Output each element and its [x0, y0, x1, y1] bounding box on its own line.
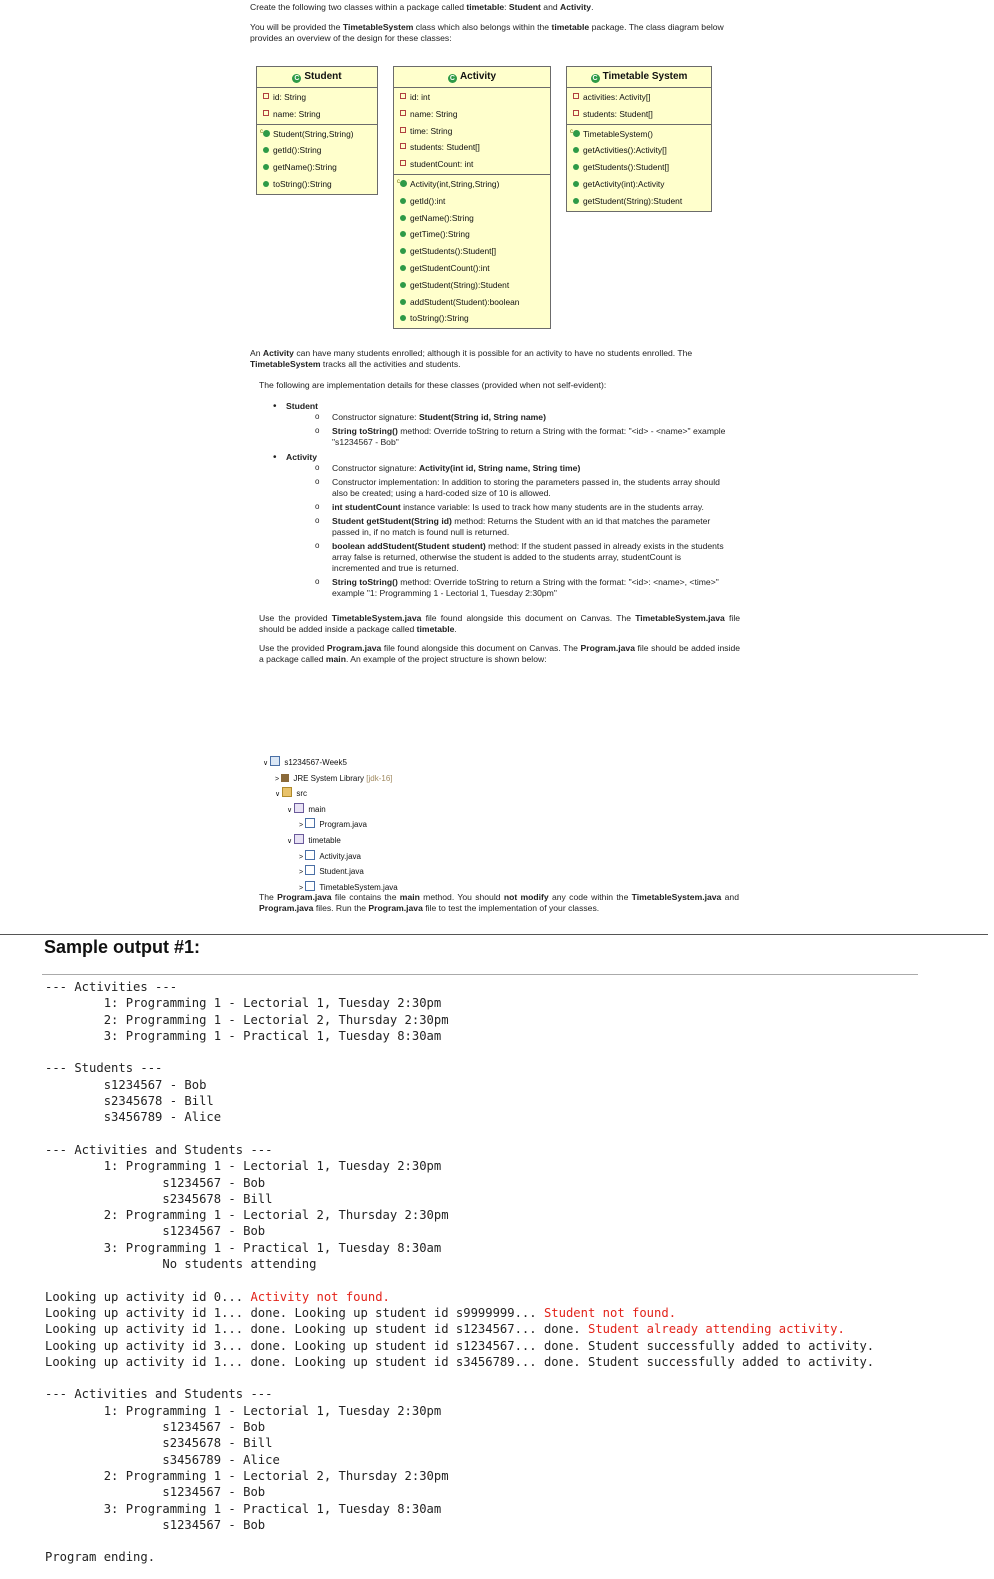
private-field-icon — [400, 93, 406, 99]
console-line: Program ending. — [45, 1550, 156, 1565]
class-icon: C — [592, 75, 598, 82]
console-blank-line — [45, 1126, 874, 1142]
text: Constructor signature: — [332, 412, 419, 422]
uml-field — [400, 139, 550, 156]
package-icon — [294, 803, 304, 813]
console-line — [45, 1289, 874, 1305]
text: The — [259, 892, 278, 902]
text: . An example of the project structure is shown below: — [345, 654, 547, 664]
console-output — [45, 979, 874, 1566]
uml-class-timetable-system — [566, 66, 712, 212]
class-icon: C — [449, 75, 455, 82]
text: Program.java — [580, 643, 635, 653]
text: TimetableSystem — [342, 22, 414, 32]
uml-field — [400, 106, 550, 123]
uml-field — [400, 156, 550, 173]
implementation-details — [250, 348, 740, 673]
text: TimetableSystem — [250, 359, 321, 369]
text: src — [296, 789, 308, 799]
student-details — [250, 401, 740, 412]
text: Activity(int,String,String) — [410, 178, 500, 189]
console-line: s2345678 - Bill — [45, 1094, 214, 1109]
console-line — [45, 1321, 874, 1337]
text: TimetableSystem() — [583, 128, 653, 139]
console-line: 3: Programming 1 - Practical 1, Tuesday 8:30am — [45, 1240, 442, 1255]
uml-fields — [257, 88, 377, 125]
public-method-icon — [263, 181, 269, 187]
tree-node-main-package[interactable]: ∨ main — [287, 804, 326, 814]
text: Student.java — [319, 867, 364, 877]
public-method-icon — [263, 164, 269, 170]
text: Student(String id, String name) — [418, 412, 546, 422]
text: getId():int — [410, 195, 446, 206]
tree-node-student-file[interactable]: > Student.java — [299, 867, 364, 877]
detail-item — [250, 412, 740, 423]
text: file found alongside this document on Canvas. The — [381, 643, 581, 653]
private-field-icon — [400, 160, 406, 166]
uml-class-header — [394, 67, 550, 88]
text: [jdk-16] — [366, 773, 393, 783]
console-line — [45, 1305, 874, 1321]
text: files. Run the — [313, 903, 369, 913]
text: toString():String — [273, 178, 332, 189]
private-field-icon — [573, 110, 579, 116]
text: String toString() — [332, 426, 398, 436]
text: Student — [286, 401, 318, 411]
console-blank-line — [45, 1272, 874, 1288]
text: . — [591, 2, 594, 12]
uml-field — [263, 106, 377, 123]
text: class which also belongs within the — [413, 22, 552, 32]
detail-item — [250, 426, 740, 448]
text: file contains the — [331, 892, 400, 902]
activity-details — [250, 452, 740, 463]
console-line: s1234567 - Bob — [45, 1420, 266, 1435]
uml-class-student — [256, 66, 378, 195]
text: studentCount: int — [410, 159, 474, 170]
uml-method — [400, 226, 550, 243]
text: timetable — [308, 835, 341, 845]
intro-paragraph-1 — [250, 2, 740, 13]
text: Student — [508, 2, 541, 12]
text: file to test the implementation of your classes. — [422, 903, 600, 913]
text: package. The class diagram below provides an overview of the design for these classes: — [250, 22, 724, 43]
text: TimetableSystem.java — [331, 613, 422, 623]
uml-method — [400, 243, 550, 260]
text: getStudent(String):Student — [583, 195, 683, 206]
text: timetable — [416, 624, 455, 634]
text: Looking up activity id 1... done. Looking up student id s9999999... — [45, 1305, 544, 1320]
uml-field — [573, 89, 711, 106]
text: can have many students enrolled; although it is possible for an activity to have no students enrolled. The — [293, 348, 693, 358]
detail-item — [250, 463, 740, 474]
console-line: s1234567 - Bob — [45, 1224, 266, 1239]
console-line: --- Activities --- — [45, 980, 178, 994]
project-tree — [263, 756, 398, 896]
console-line: s2345678 - Bill — [45, 1436, 273, 1451]
uml-class-activity — [393, 66, 551, 329]
public-method-icon — [263, 147, 269, 153]
paragraph: The following are implementation details for these classes (provided when not self-evident): — [259, 380, 607, 390]
text: and — [540, 2, 561, 12]
uml-methods — [394, 175, 550, 328]
public-method-icon — [573, 147, 579, 153]
class-icon: C — [294, 75, 300, 82]
text: name: String — [273, 108, 321, 119]
text: method: Override toString to return a String with the format: "<id> - <name>" example "s1234567 - Bob" — [332, 426, 726, 447]
text: s1234567-Week5 — [284, 758, 347, 767]
console-line: 2: Programming 1 - Lectorial 2, Thursday 2:30pm — [45, 1468, 449, 1483]
uml-field — [263, 89, 377, 106]
text: main — [325, 654, 346, 664]
text: getStudents():Student[] — [410, 246, 497, 257]
text: Activity — [286, 452, 318, 462]
class-name: Timetable System — [602, 71, 688, 82]
private-field-icon — [400, 110, 406, 116]
project-icon — [270, 756, 280, 766]
text: String toString() — [332, 577, 398, 587]
private-field-icon — [263, 93, 269, 99]
console-blank-line — [45, 1533, 874, 1549]
text: timetable — [466, 2, 505, 12]
text: getStudent(String):Student — [410, 279, 510, 290]
text: method: If the student passed in already exists in the students array false is returned, otherwise the student is added to the students array, studentCount is incremented and true is returned. — [332, 541, 724, 573]
text: Student(String,String) — [273, 128, 354, 139]
uml-method — [263, 176, 377, 193]
console-line: s1234567 - Bob — [45, 1175, 266, 1190]
public-method-icon — [400, 315, 406, 321]
public-method-icon — [400, 299, 406, 305]
console-blank-line — [45, 1044, 874, 1060]
tree-node-program-file[interactable]: > Program.java — [299, 820, 367, 830]
class-name: Activity — [459, 71, 497, 82]
text: getName():String — [273, 162, 337, 173]
uml-class-header — [567, 67, 711, 88]
public-method-icon — [573, 181, 579, 187]
uml-method — [573, 142, 711, 159]
console-line: s1234567 - Bob — [45, 1485, 266, 1500]
console-blank-line — [45, 1370, 874, 1386]
paragraph — [250, 643, 740, 665]
text: int studentCount — [332, 502, 401, 512]
uml-method — [263, 142, 377, 159]
text: id: String — [273, 92, 307, 102]
text: Program.java — [326, 643, 382, 653]
uml-method — [400, 277, 550, 294]
java-file-icon — [305, 818, 315, 828]
detail-item — [250, 577, 740, 599]
divider — [42, 974, 918, 975]
text: getName():String — [410, 212, 474, 223]
java-file-icon — [305, 881, 315, 891]
text: addStudent(Student):boolean — [410, 296, 520, 307]
tree-node-timetable-package[interactable]: ∨ timetable — [287, 835, 341, 845]
text: . — [454, 624, 457, 634]
text: method: Returns the Student with an id that matches the parameter passed in, if no match is found null is returned. — [332, 516, 711, 537]
text: Activity.java — [319, 851, 361, 861]
text: Program.java — [259, 903, 314, 913]
detail-item: o Constructor implementation: In addition to storing the parameters passed in, the students array should also be created; using a hard-coded size of 10 is allowed. — [250, 477, 740, 499]
tree-node-activity-file[interactable]: > Activity.java — [299, 851, 361, 861]
text: timetable — [551, 22, 590, 32]
console-line: 2: Programming 1 - Lectorial 2, Thursday 2:30pm — [45, 1208, 449, 1223]
paragraph — [250, 348, 740, 370]
text: Program.java — [368, 903, 423, 913]
uml-methods — [567, 125, 711, 211]
console-line: 1: Programming 1 - Lectorial 1, Tuesday 2:30pm — [45, 1403, 442, 1418]
uml-method — [400, 294, 550, 311]
uml-method — [400, 176, 550, 193]
text: Program.java — [277, 892, 332, 902]
text: id: int — [410, 92, 431, 102]
java-file-icon — [305, 850, 315, 860]
tree-node-project[interactable]: ∨ s1234567-Week5 — [263, 758, 347, 767]
private-field-icon — [400, 143, 406, 149]
text: Looking up activity id 1... done. Looking up student id s1234567... done. — [45, 1322, 588, 1337]
public-method-icon — [400, 231, 406, 237]
text: main — [308, 804, 326, 814]
text: tracks all the activities and students. — [320, 359, 461, 369]
text: : — [504, 2, 509, 12]
text: Student getStudent(String id) — [332, 516, 452, 526]
uml-class-header — [257, 67, 377, 88]
text: getStudents():Student[] — [583, 162, 670, 173]
text: main — [399, 892, 420, 902]
constructor-icon — [573, 130, 580, 137]
text: Use the provided — [259, 613, 332, 623]
text: boolean addStudent(Student student) — [332, 541, 486, 551]
text: name: String — [410, 108, 458, 119]
public-method-icon — [573, 198, 579, 204]
console-line: s1234567 - Bob — [45, 1077, 207, 1092]
text: getActivity(int):Activity — [583, 178, 665, 189]
text: getId():String — [273, 145, 322, 156]
uml-fields — [567, 88, 711, 125]
console-line: 2: Programming 1 - Lectorial 2, Thursday 2:30pm — [45, 1012, 449, 1027]
text: Create the following two classes within a package called — [250, 2, 467, 12]
text: Activity(int id, String name, String time) — [418, 463, 581, 473]
text: TimetableSystem.java — [319, 882, 398, 892]
text: file found alongside this document on Canvas. The — [421, 613, 636, 623]
console-line: 3: Programming 1 - Practical 1, Tuesday 8:30am — [45, 1501, 442, 1516]
text: JRE System Library — [293, 773, 365, 783]
text: method. You should — [419, 892, 504, 902]
uml-method — [263, 126, 377, 143]
console-line: No students attending — [45, 1257, 317, 1272]
public-method-icon — [573, 164, 579, 170]
console-line: --- Activities and Students --- — [45, 1387, 273, 1402]
public-method-icon — [400, 248, 406, 254]
uml-field — [400, 123, 550, 140]
uml-fields — [394, 88, 550, 175]
text: Constructor signature: — [332, 463, 419, 473]
text: Use the provided — [259, 643, 327, 653]
intro-paragraph-2 — [250, 22, 740, 44]
text: instance variable: Is used to track how many students are in the students array. — [400, 502, 704, 512]
assignment-document — [250, 0, 740, 52]
divider — [0, 934, 988, 935]
text: Looking up activity id 0... — [45, 1289, 251, 1304]
closing-paragraph — [250, 892, 739, 914]
uml-method — [400, 193, 550, 210]
text: file should be added inside a package called — [259, 613, 741, 634]
text: file should be added inside a package called — [259, 643, 740, 664]
console-line: 3: Programming 1 - Practical 1, Tuesday 8:30am — [45, 1028, 442, 1043]
console-line: s3456789 - Alice — [45, 1110, 222, 1125]
constructor-icon — [400, 180, 407, 187]
text: Program.java — [319, 820, 367, 830]
uml-method — [263, 159, 377, 176]
package-icon — [294, 834, 304, 844]
uml-method — [573, 159, 711, 176]
text: An — [250, 348, 263, 358]
constructor-icon — [263, 130, 270, 137]
text: students: Student[] — [410, 142, 480, 153]
console-line: Looking up activity id 3... done. Looking up student id s1234567... done. Student successfully added to activity. — [45, 1338, 875, 1353]
uml-field — [573, 106, 711, 123]
console-line: --- Activities and Students --- — [45, 1142, 273, 1157]
tree-node-timetable-file[interactable]: > TimetableSystem.java — [299, 882, 398, 892]
private-field-icon — [573, 93, 579, 99]
text: and — [721, 892, 739, 902]
text: toString():String — [410, 313, 469, 324]
text: students: Student[] — [583, 108, 653, 119]
text: Activity — [262, 348, 294, 358]
uml-method — [573, 176, 711, 193]
detail-item — [250, 516, 740, 538]
public-method-icon — [400, 282, 406, 288]
tree-node-jre[interactable]: > JRE System Library [jdk-16] — [275, 773, 393, 783]
text: getStudentCount():int — [410, 262, 490, 273]
text: method: Override toString to return a String with the format: "<id>: <name>, <time>" example "1: Programming 1 - Lectorial 1, Tuesday 2:30pm" — [332, 577, 719, 598]
uml-method — [400, 210, 550, 227]
public-method-icon — [400, 265, 406, 271]
library-icon — [281, 774, 289, 782]
error-message: Student not found. — [543, 1305, 677, 1320]
console-line: s3456789 - Alice — [45, 1452, 280, 1467]
error-message: Activity not found. — [250, 1289, 390, 1304]
private-field-icon — [263, 110, 269, 116]
class-name: Student — [304, 71, 342, 82]
uml-method — [400, 260, 550, 277]
uml-method — [573, 193, 711, 210]
text: any code within the — [548, 892, 632, 902]
text: Activity — [560, 2, 592, 12]
text: activities: Activity[] — [583, 92, 651, 102]
text: getTime():String — [410, 229, 470, 240]
sample-output-title: Sample output #1: — [44, 937, 201, 957]
console-line: 1: Programming 1 - Lectorial 1, Tuesday 2:30pm — [45, 996, 442, 1011]
console-line: Looking up activity id 1... done. Looking up student id s3456789... done. Student successfully added to activity. — [45, 1354, 875, 1369]
uml-methods — [257, 125, 377, 194]
text: TimetableSystem.java — [635, 613, 725, 623]
public-method-icon — [400, 198, 406, 204]
tree-node-src[interactable]: ∨ src — [275, 789, 308, 799]
text: TimetableSystem.java — [631, 892, 722, 902]
source-folder-icon — [282, 787, 292, 797]
detail-item — [250, 541, 740, 574]
uml-field — [400, 89, 550, 106]
uml-method — [573, 126, 711, 143]
java-file-icon — [305, 865, 315, 875]
paragraph — [250, 613, 740, 635]
text: time: String — [410, 125, 453, 136]
console-line: s2345678 - Bill — [45, 1191, 273, 1206]
text: getActivities():Activity[] — [583, 145, 667, 156]
console-line: 1: Programming 1 - Lectorial 1, Tuesday 2:30pm — [45, 1159, 442, 1174]
private-field-icon — [400, 127, 406, 133]
text: not modify — [503, 892, 549, 902]
text: You will be provided the — [250, 22, 343, 32]
public-method-icon — [400, 215, 406, 221]
detail-item — [250, 502, 740, 513]
uml-method — [400, 310, 550, 327]
console-line: --- Students --- — [45, 1061, 163, 1076]
console-line: s1234567 - Bob — [45, 1517, 266, 1532]
error-message: Student already attending activity. — [587, 1322, 845, 1337]
